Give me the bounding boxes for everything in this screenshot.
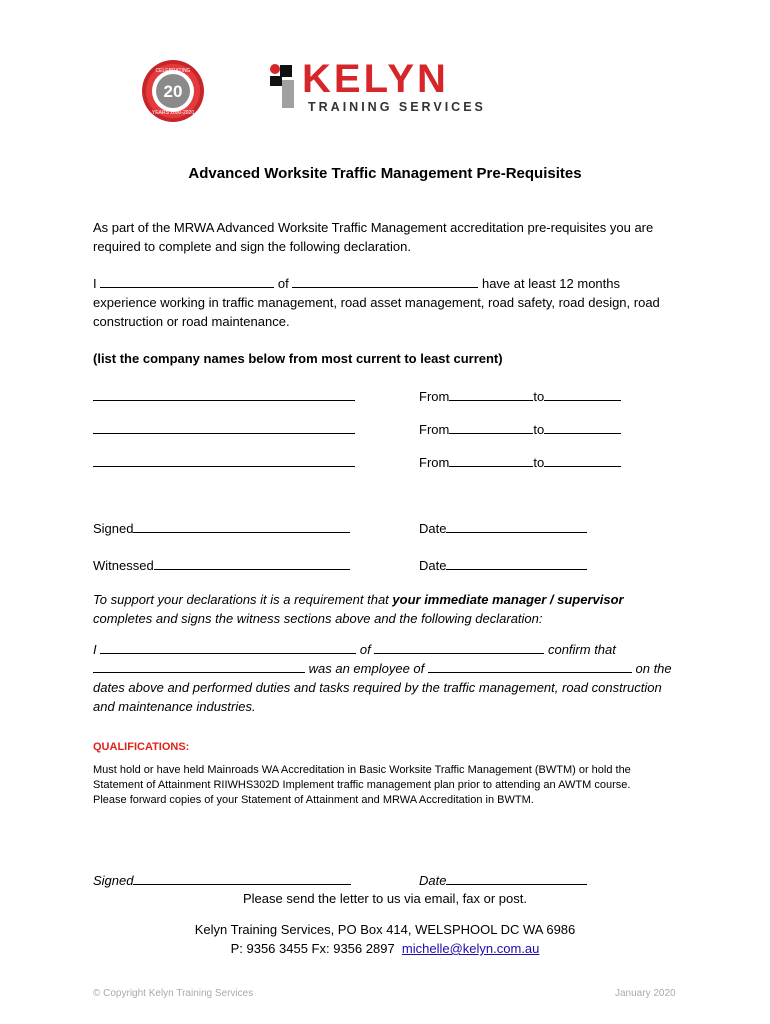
logo-wordmark: KELYN: [302, 57, 449, 101]
manager-company-field[interactable]: [374, 641, 544, 654]
witnessed-label: Witnessed: [93, 558, 154, 573]
to-date-field[interactable]: [544, 421, 621, 434]
manager-line-1: [93, 640, 616, 659]
manager-line-3: dates above and performed duties and tasks required by the traffic management, road construction: [93, 680, 662, 695]
signature-field[interactable]: [133, 520, 350, 533]
intro-line-2: required to complete and sign the following declaration.: [93, 239, 411, 254]
support-bold-text: your immediate manager / supervisor: [392, 592, 624, 607]
to-date-field[interactable]: [544, 388, 621, 401]
company-name-field[interactable]: [93, 421, 355, 434]
celebration-badge-logo: [140, 58, 206, 124]
witness-date-row: [419, 556, 587, 575]
declaration-tail: have at least 12 months: [481, 276, 620, 291]
qualifications-line-2: Statement of Attainment RIIWHS302D Implement traffic management plan prior to attending an AWTM course.: [93, 779, 631, 791]
date-field[interactable]: [446, 520, 587, 533]
manager-confirm-text: confirm that: [547, 642, 616, 657]
declaration-line-3: construction or road maintenance.: [93, 314, 290, 329]
applicant-company-field[interactable]: [292, 275, 478, 288]
signed-label: Signed: [93, 521, 134, 536]
witness-date-field[interactable]: [446, 557, 587, 570]
employment-dates: [419, 387, 621, 406]
from-label: From: [419, 455, 450, 470]
declaration-i-label: I: [93, 276, 97, 291]
from-date-field[interactable]: [449, 421, 533, 434]
badge-number: 20: [163, 82, 183, 101]
footer-date: January 2020: [615, 988, 676, 999]
support-text: To support your declarations it is a requirement that: [93, 592, 393, 607]
employee-text: was an employee of: [308, 661, 425, 676]
witness-signature-field[interactable]: [154, 557, 350, 570]
qualifications-line-3: Please forward copies of your Statement of Attainment and MRWA Accreditation in BWTM.: [93, 794, 534, 806]
employment-row: [93, 420, 355, 439]
support-line-1: [93, 590, 624, 609]
employment-dates: [419, 420, 621, 439]
qualifications-line-1: Must hold or have held Mainroads WA Accreditation in Basic Worksite Traffic Management (BWTM) or hold the: [93, 764, 631, 776]
final-date-field[interactable]: [446, 872, 587, 885]
from-date-field[interactable]: [449, 454, 533, 467]
final-date-row: [419, 871, 587, 890]
date-label: Date: [419, 521, 447, 536]
from-label: From: [419, 422, 450, 437]
final-date-label: Date: [419, 873, 447, 888]
badge-bottom-text: YEARS 2000-2020: [151, 110, 195, 116]
employee-name-field[interactable]: [93, 660, 305, 673]
to-label: to: [533, 422, 545, 437]
send-instruction: Please send the letter to us via email, fax or post.: [243, 891, 527, 906]
person-mark-icon: [266, 62, 300, 110]
signed-row: [93, 519, 350, 538]
support-line-2: completes and signs the witness sections above and the following declaration:: [93, 611, 543, 626]
kelyn-logo: [266, 58, 506, 118]
contact-phone-fax: P: 9356 3455 Fx: 9356 2897: [230, 941, 395, 956]
company-name-field[interactable]: [93, 454, 355, 467]
qualifications-heading: QUALIFICATIONS:: [93, 741, 190, 753]
final-signed-row: [93, 871, 351, 890]
company-name-field[interactable]: [93, 388, 355, 401]
employment-dates: [419, 453, 621, 472]
date-row: [419, 519, 587, 538]
manager-line-4: and maintenance industries.: [93, 699, 256, 714]
applicant-name-field[interactable]: [100, 275, 274, 288]
contact-phone-line: [0, 939, 770, 958]
to-label: to: [533, 455, 545, 470]
final-signed-label: Signed: [93, 873, 134, 888]
manager-of-label: of: [359, 642, 371, 657]
to-label: to: [533, 389, 545, 404]
list-instruction: (list the company names below from most current to least current): [93, 351, 503, 366]
witnessed-row: [93, 556, 350, 575]
contact-email-link[interactable]: michelle@kelyn.com.au: [401, 941, 540, 956]
manager-line-2: [93, 659, 672, 678]
badge-top-text: CELEBRATING: [155, 68, 191, 74]
employment-row: [93, 387, 355, 406]
footer-copyright: © Copyright Kelyn Training Services: [93, 988, 254, 999]
declaration-of-label: of: [277, 276, 289, 291]
from-date-field[interactable]: [449, 388, 533, 401]
on-the-text: on the: [635, 661, 672, 676]
logo-subtitle: TRAINING SERVICES: [308, 100, 486, 114]
declaration-line-2: experience working in traffic management, road asset management, road safety, road design, road: [93, 295, 660, 310]
page-title: Advanced Worksite Traffic Management Pre-Requisites: [188, 165, 582, 182]
manager-name-field[interactable]: [100, 641, 356, 654]
to-date-field[interactable]: [544, 454, 621, 467]
manager-i-label: I: [93, 642, 97, 657]
employer-field[interactable]: [428, 660, 632, 673]
declaration-line-1: [93, 274, 620, 293]
employment-row: [93, 453, 355, 472]
from-label: From: [419, 389, 450, 404]
contact-address: Kelyn Training Services, PO Box 414, WELSPHOOL DC WA 6986: [194, 922, 576, 937]
intro-line-1: As part of the MRWA Advanced Worksite Traffic Management accreditation pre-requisites you are: [93, 220, 654, 235]
final-signature-field[interactable]: [133, 872, 351, 885]
date-label: Date: [419, 558, 447, 573]
